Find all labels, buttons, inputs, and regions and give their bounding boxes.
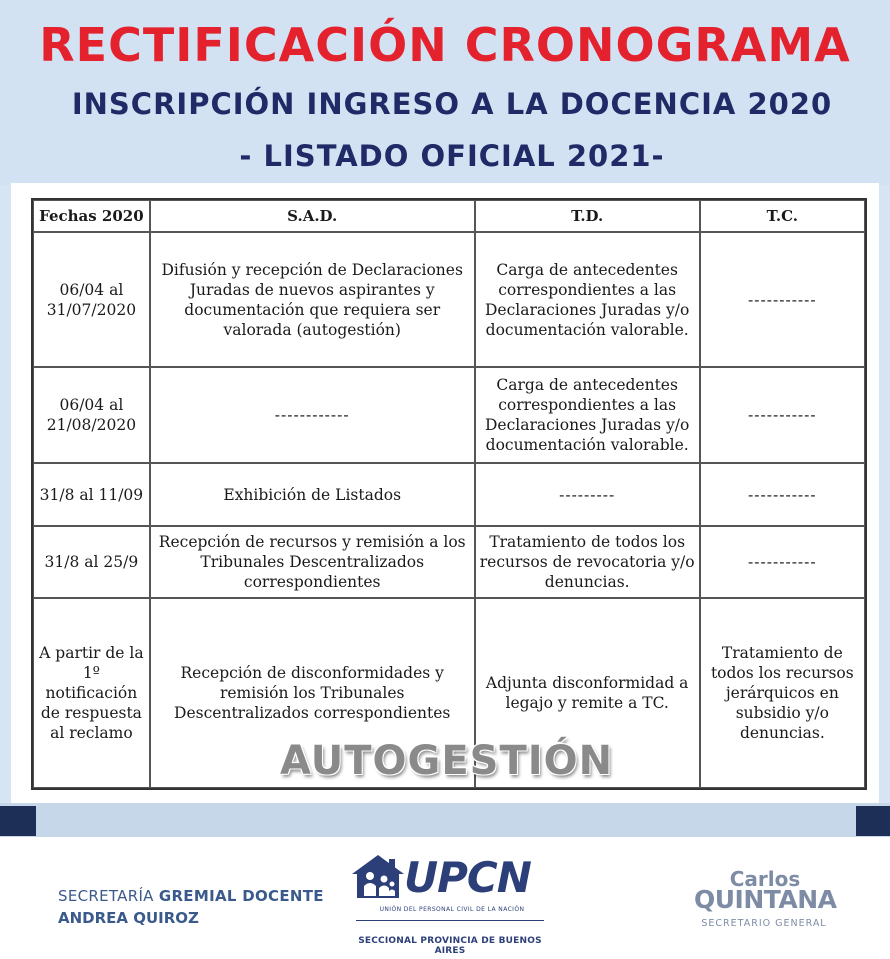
table-row [33,526,865,598]
cell-td: --------- [475,463,700,526]
table-row [33,463,865,526]
page-subtitle: INSCRIPCIÓN INGRESO A LA DOCENCIA 2020 [71,87,833,121]
cell-tc: ----------- [700,526,865,598]
upcn-seccional: SECCIONAL PROVINCIA DE BUENOS AIRES [358,936,542,956]
secretaria-prefix: SECRETARÍA [58,887,154,905]
schedule-document [11,183,879,803]
cell-fecha: 06/04 al 31/07/2020 [33,232,150,367]
cell-td: Carga de antecedentes correspondientes a las Declaraciones Juradas y/o documentación valorable. [475,232,700,367]
upcn-divider [356,920,544,921]
upcn-logo-text: UPCN [404,853,531,902]
house-with-family-icon [350,852,406,900]
cell-fecha: 06/04 al 21/08/2020 [33,367,150,463]
footer-band-right-accent [856,806,890,836]
cell-sad: ------------ [150,367,475,463]
cell-fecha: A partir de la 1º notificación de respuesta al reclamo [33,598,150,788]
header-sad: S.A.D. [150,200,475,232]
cell-td: Tratamiento de todos los recursos de revocatoria y/o denuncias. [475,526,700,598]
upcn-full-name: UNIÓN DEL PERSONAL CIVIL DE LA NACIÓN [379,906,525,913]
signature-last-name: QUINTANA [694,885,837,914]
header-td: T.D. [475,200,700,232]
cell-tc: ----------- [700,367,865,463]
header-banner [0,0,890,185]
header-fechas: Fechas 2020 [33,200,150,232]
footer-divider-band [0,803,890,837]
cell-sad: Recepción de recursos y remisión a los Tribunales Descentralizados correspondientes [150,526,475,598]
header-tc: T.C. [700,200,865,232]
cell-fecha: 31/8 al 25/9 [33,526,150,598]
autogestion-overlay: AUTOGESTIÓN [280,738,614,784]
secretaria-name: ANDREA QUIROZ [58,909,199,927]
page-title: RECTIFICACIÓN CRONOGRAMA [39,18,851,72]
table-header-row [33,200,865,232]
cell-tc: ----------- [700,463,865,526]
cell-sad: Recepción de disconformidades y remisión los Tribunales Descentralizados correspondientes [150,598,475,788]
cell-sad: Difusión y recepción de Declaraciones Juradas de nuevos aspirantes y documentación que requiera ser valorada (autogestión) [150,232,475,367]
cell-sad: Exhibición de Listados [150,463,475,526]
cell-td: Carga de antecedentes correspondientes a las Declaraciones Juradas y/o documentación valorable. [475,367,700,463]
signature-role: SECRETARIO GENERAL [701,918,827,929]
cell-tc: Tratamiento de todos los recursos jerárquicos en subsidio y/o denuncias. [700,598,865,788]
signature-first-name: Carlos [729,867,801,891]
footer-band-left-accent [0,806,36,836]
cell-tc: ----------- [700,232,865,367]
cell-fecha: 31/8 al 11/09 [33,463,150,526]
page-subtitle-2: - LISTADO OFICIAL 2021- [239,139,665,173]
secretaria-label [58,887,324,905]
secretaria-bold: GREMIAL DOCENTE [158,887,324,905]
schedule-table [31,198,867,790]
table-row [33,232,865,367]
table-row [33,367,865,463]
cell-td: Adjunta disconformidad a legajo y remite a TC. [475,598,700,788]
